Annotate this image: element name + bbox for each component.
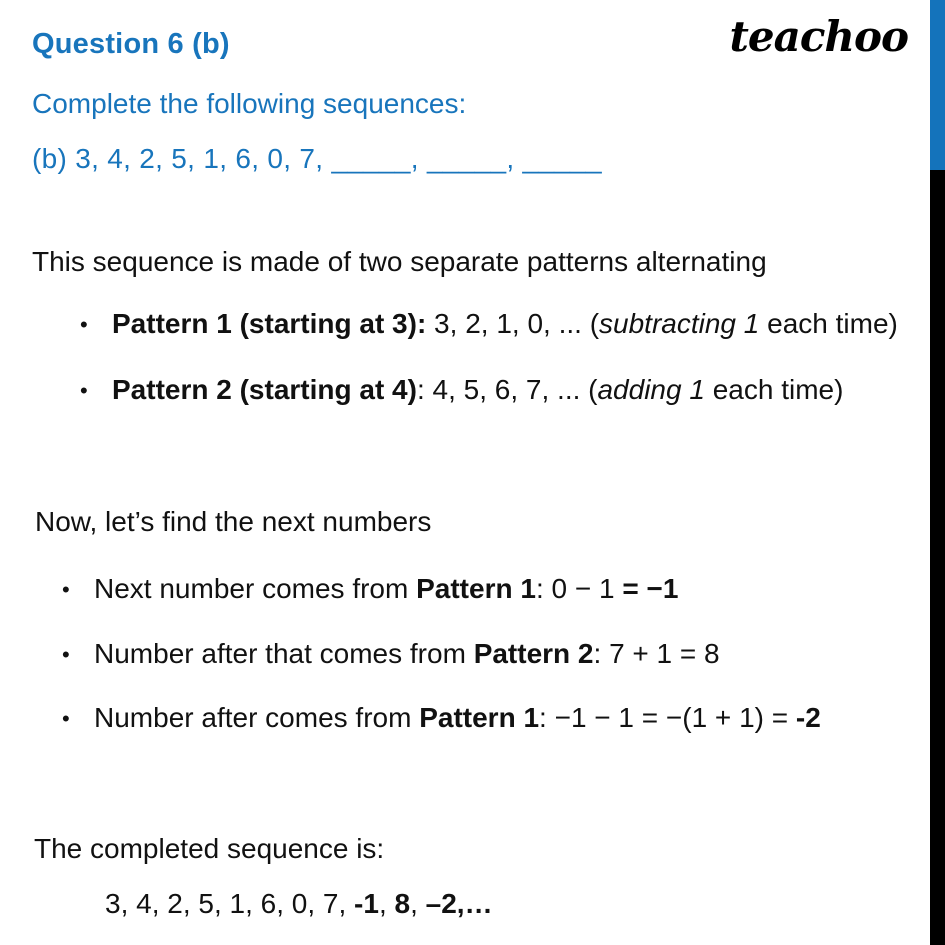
pattern1-label: Pattern 1 (starting at 3): — [112, 308, 427, 339]
next-number-3-text — [94, 702, 821, 734]
bullet-dot: • — [62, 577, 70, 602]
bullet-dot: • — [62, 642, 70, 667]
sequence-sep-2: , — [410, 888, 426, 919]
teachoo-logo: teachoo — [729, 12, 908, 61]
pattern2-tail: each time) — [704, 374, 844, 405]
conclusion-intro: The completed sequence is: — [34, 833, 385, 864]
next-number-2-text — [94, 638, 720, 670]
sequence-known-part: 3, 4, 2, 5, 1, 6, 0, 7, — [105, 888, 355, 919]
nb3-pre: Number after comes from — [94, 702, 420, 733]
completed-sequence — [105, 888, 493, 920]
pattern1-text — [112, 308, 898, 340]
pattern2-values: : 4, 5, 6, 7, ... ( — [416, 374, 598, 405]
pattern1-rule: subtracting 1 — [599, 308, 760, 339]
nb3-result: -2 — [795, 702, 821, 733]
next-number-bullet-1 — [62, 573, 678, 607]
nb3-equation: : −1 − 1 = −(1 + 1) = — [539, 702, 796, 733]
nb1-equation: : 0 − 1 — [535, 573, 623, 604]
sequence-answer-1: -1 — [354, 888, 379, 919]
question-title: Question 6 (b) — [32, 28, 230, 60]
question-sequence-line: (b) 3, 4, 2, 5, 1, 6, 0, 7, _____, _____, _____ — [32, 143, 602, 174]
pattern2-rule: adding 1 — [597, 374, 705, 405]
question-prompt: Complete the following sequences: — [32, 88, 467, 119]
next-number-bullet-2 — [62, 638, 720, 672]
explanation-intro: This sequence is made of two separate patterns alternating — [32, 246, 767, 277]
nb1-pattern-label: Pattern 1 — [416, 573, 536, 604]
bullet-dot: • — [62, 706, 70, 731]
bullet-dot: • — [80, 378, 88, 403]
nb2-pattern-label: Pattern 2 — [473, 638, 594, 669]
sequence-sep-1: , — [378, 888, 395, 919]
sequence-answer-2: 8 — [394, 888, 411, 919]
pattern2-label: Pattern 2 (starting at 4) — [112, 374, 417, 405]
pattern1-tail: each time) — [759, 308, 898, 339]
pattern2-bullet — [80, 374, 843, 408]
pattern1-bullet — [80, 308, 898, 342]
pattern2-text — [112, 374, 843, 406]
sequence-answer-3: –2,… — [425, 888, 493, 919]
nb1-pre: Next number comes from — [94, 573, 417, 604]
next-numbers-intro: Now, let’s find the next numbers — [35, 506, 432, 537]
pattern1-values: 3, 2, 1, 0, ... ( — [426, 308, 600, 339]
nb2-equation: : 7 + 1 = 8 — [593, 638, 720, 669]
next-number-bullet-3 — [62, 702, 821, 736]
bullet-dot: • — [80, 312, 88, 337]
nb2-pre: Number after that comes from — [94, 638, 474, 669]
right-edge-black-bar — [930, 170, 945, 945]
nb1-result: = −1 — [622, 573, 679, 604]
next-number-1-text — [94, 573, 678, 605]
right-edge-blue-bar — [930, 0, 945, 170]
nb3-pattern-label: Pattern 1 — [419, 702, 540, 733]
